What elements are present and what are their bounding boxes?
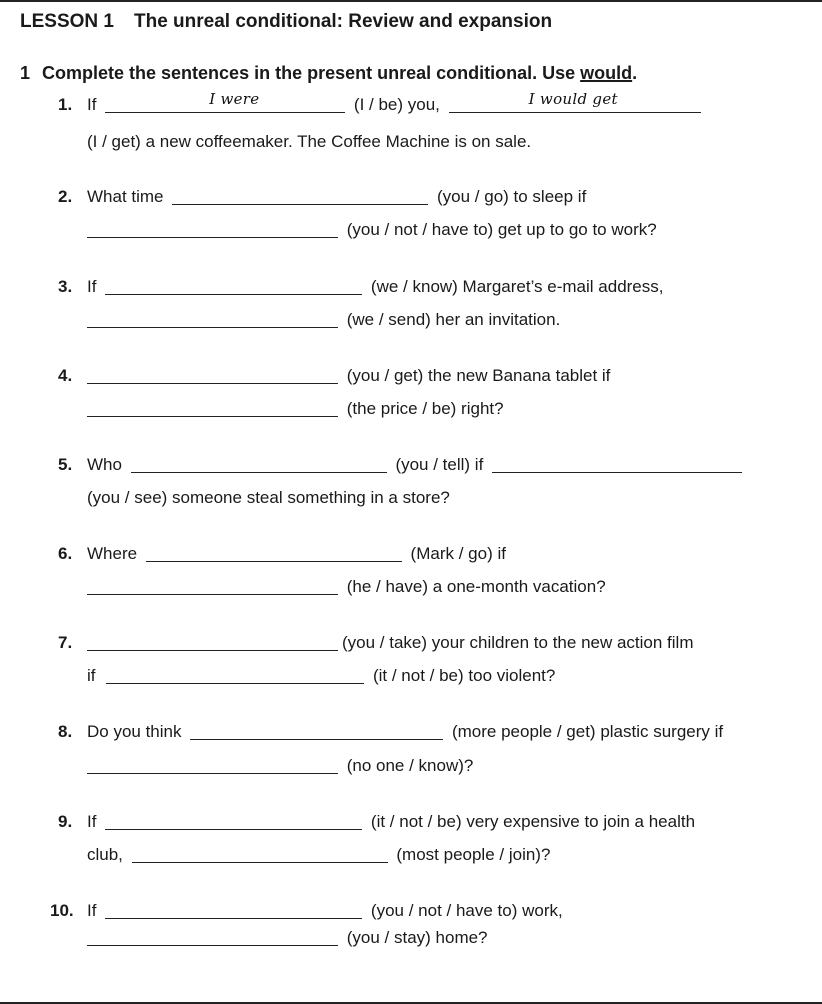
handwritten-answer: I were — [209, 90, 260, 108]
item-1-line-1 — [58, 90, 705, 117]
item-2-line-2 — [87, 218, 657, 242]
item-number: 6. — [58, 544, 73, 563]
item-text: (we / know) Margaret’s e-mail address, — [370, 277, 664, 296]
item-1-line-2 — [87, 130, 531, 154]
item-text: (more people / get) plastic surgery if — [451, 722, 724, 741]
answer-blank[interactable] — [87, 219, 338, 238]
answer-blank[interactable] — [492, 454, 742, 473]
item-number: 3. — [58, 277, 73, 296]
item-text: If — [87, 812, 97, 831]
exercise-number: 1 — [20, 63, 31, 83]
item-text: (I / get) a new coffeemaker. The Coffee Machine is on sale. — [87, 132, 532, 151]
item-8-line-2 — [87, 754, 473, 778]
item-3-line-1 — [58, 275, 663, 299]
item-text: Who — [87, 455, 122, 474]
lesson-label: LESSON 1 — [20, 11, 114, 32]
answer-blank[interactable] — [87, 632, 338, 651]
item-9-line-2 — [87, 843, 550, 867]
answer-blank[interactable] — [87, 927, 338, 946]
item-text: (most people / join)? — [396, 845, 551, 864]
item-text: (no one / know)? — [346, 756, 474, 775]
item-text: If — [87, 277, 97, 296]
item-5-line-2 — [87, 486, 450, 510]
handwritten-answer: I would get — [528, 90, 618, 108]
item-text: (we / send) her an invitation. — [346, 310, 561, 329]
item-text: (the price / be) right? — [346, 399, 504, 418]
item-text: What time — [87, 187, 164, 206]
item-text: Where — [87, 544, 138, 563]
item-4-line-1 — [58, 364, 610, 388]
item-text: (it / not / be) very expensive to join a health — [370, 812, 696, 831]
item-text: (you / see) someone steal something in a store? — [87, 488, 450, 507]
instruction-text: Complete the sentences in the present unreal conditional. Use — [42, 63, 576, 83]
answer-blank[interactable] — [172, 186, 428, 205]
item-text: (it / not / be) too violent? — [372, 666, 556, 685]
lesson-title: The unreal conditional: Review and expansion — [133, 11, 553, 32]
item-text: If — [87, 901, 97, 920]
exercise-instructions — [20, 63, 637, 84]
item-text: (he / have) a one-month vacation? — [346, 577, 606, 596]
answer-blank[interactable] — [105, 90, 345, 113]
item-text: (Mark / go) if — [410, 544, 506, 563]
item-text: club, — [87, 845, 123, 864]
answer-blank[interactable] — [146, 543, 402, 562]
item-7-line-1 — [58, 631, 694, 655]
answer-blank[interactable] — [132, 844, 388, 863]
item-10-line-1 — [50, 899, 563, 923]
answer-blank[interactable] — [87, 309, 338, 328]
item-6-line-1 — [58, 542, 506, 566]
item-number: 7. — [58, 633, 73, 652]
answer-blank[interactable] — [87, 576, 338, 595]
instruction-emphasis: would — [580, 63, 633, 83]
item-number: 9. — [58, 812, 73, 831]
answer-blank[interactable] — [87, 365, 338, 384]
item-6-line-2 — [87, 575, 606, 599]
item-text: (you / tell) if — [395, 455, 484, 474]
item-number: 2. — [58, 187, 73, 206]
item-4-line-2 — [87, 397, 504, 421]
item-9-line-1 — [58, 810, 695, 834]
item-number: 5. — [58, 455, 73, 474]
item-2-line-1 — [58, 185, 586, 209]
answer-blank[interactable] — [87, 398, 338, 417]
item-text: if — [87, 666, 96, 685]
top-rule — [0, 0, 822, 2]
item-number: 4. — [58, 366, 73, 385]
item-5-line-1 — [58, 453, 746, 477]
item-number: 8. — [58, 722, 73, 741]
item-text: (you / get) the new Banana tablet if — [346, 366, 611, 385]
answer-blank[interactable] — [87, 755, 338, 774]
item-7-line-2 — [87, 664, 555, 688]
item-text: (you / take) your children to the new action film — [342, 633, 694, 652]
item-text: (you / not / have to) work, — [370, 901, 563, 920]
answer-blank[interactable] — [190, 721, 443, 740]
answer-blank[interactable] — [105, 811, 362, 830]
item-text: (I / be) you, — [353, 95, 440, 114]
answer-blank[interactable] — [449, 90, 701, 113]
answer-blank[interactable] — [105, 276, 362, 295]
item-3-line-2 — [87, 308, 560, 332]
item-10-line-2 — [87, 926, 488, 950]
lesson-header — [20, 11, 552, 33]
item-text: (you / go) to sleep if — [437, 187, 587, 206]
item-text: (you / not / have to) get up to go to work? — [346, 220, 657, 239]
instruction-period: . — [632, 63, 638, 83]
item-8-line-1 — [58, 720, 723, 744]
answer-blank[interactable] — [131, 454, 387, 473]
item-number: 10. — [50, 901, 74, 920]
item-text: Do you think — [87, 722, 182, 741]
item-text: (you / stay) home? — [346, 928, 488, 947]
answer-blank[interactable] — [106, 665, 364, 684]
item-text: If — [87, 95, 97, 114]
answer-blank[interactable] — [105, 900, 362, 919]
item-number: 1. — [58, 95, 73, 114]
